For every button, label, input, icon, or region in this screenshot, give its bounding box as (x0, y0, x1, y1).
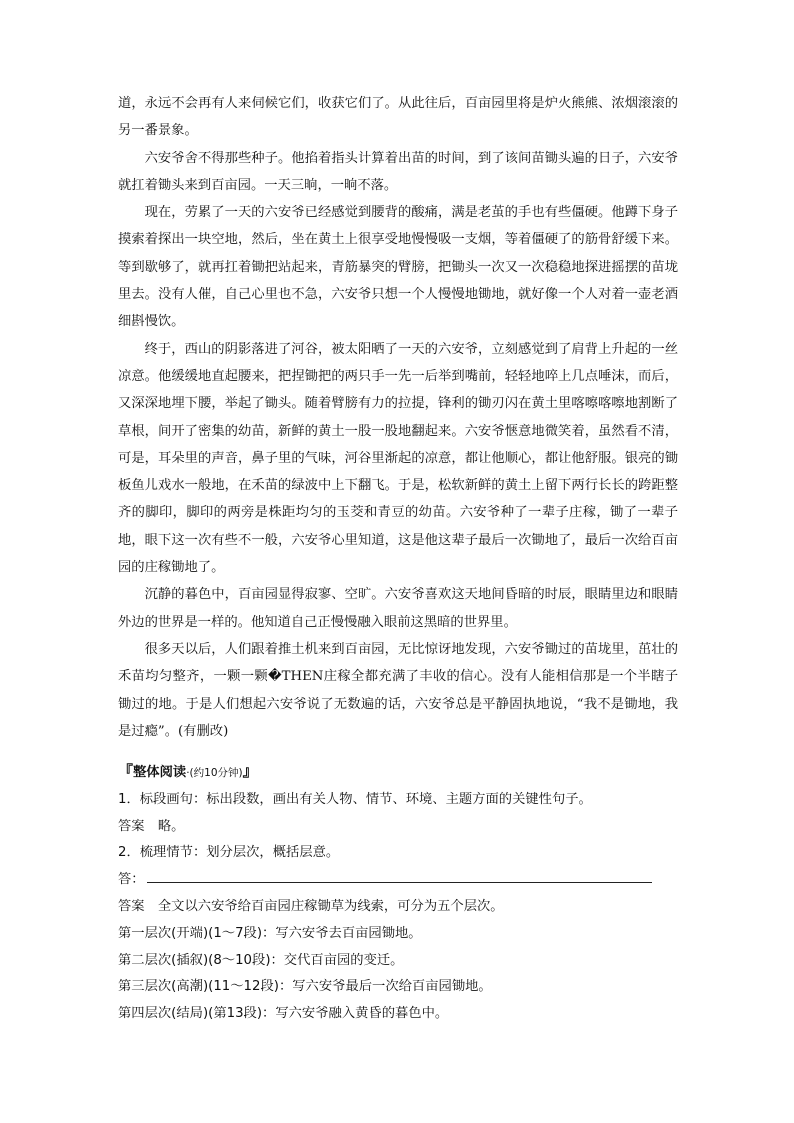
left-corner-bracket-icon: 『 (118, 762, 134, 780)
layer-4: 第四层次(结局)(第13段)：写六安爷融入黄昏的暮色中。 (118, 1006, 449, 1022)
story-text (118, 90, 678, 745)
section-heading (118, 758, 678, 787)
story-paragraph-1: 道，永远不会再有人来伺候它们，收获它们了。从此往后，百亩园里将是炉火熊熊、浓烟滚滚的另一番景象。 (118, 96, 678, 139)
right-corner-bracket-icon: 』 (242, 762, 258, 780)
question-2: 2．梳理情节：划分层次，概括层意。 (118, 845, 340, 861)
answer-line-row (118, 867, 678, 894)
reading-exercise (118, 758, 678, 1028)
section-title: 整体阅读 (133, 765, 187, 780)
layer-2: 第二层次(插叙)(8～10段)：交代百亩园的变迁。 (118, 952, 404, 968)
question-1: 1．标段画句：标出段数，画出有关人物、情节、环境、主题方面的关键性句子。 (118, 791, 592, 807)
story-paragraph-3: 现在，劳累了一天的六安爷已经感觉到腰背的酸痛，满是老茧的手也有些僵硬。他蹲下身子摸索着探出一块空地，然后，坐在黄土上很享受地慢慢吸一支烟，等着僵硬了的筋骨舒缓下来。等到歇够了，就再扛着锄把站起来，青筋暴突的臂膀，把锄头一次又一次稳稳地探进摇摆的苗垅里去。没有人催，自己心里也不急，六安爷只想一个人慢慢地锄地，就好像一个人对着一壶老酒细斟慢饮。 (118, 205, 678, 330)
answer-1: 答案 略。 (118, 818, 185, 834)
answer-blank-line[interactable] (147, 868, 652, 883)
story-paragraph-5: 沉静的暮色中，百亩园显得寂寥、空旷。六安爷喜欢这天地间昏暗的时辰，眼睛里边和眼睛外边的世界是一样的。他知道自己正慢慢融入眼前这黑暗的世界里。 (118, 587, 678, 630)
story-paragraph-2: 六安爷舍不得那些种子。他掐着指头计算着出苗的时间，到了该间苗锄头遍的日子，六安爷就扛着锄头来到百亩园。一天三晌，一晌不落。 (118, 150, 678, 193)
story-paragraph-4: 终于，西山的阴影落进了河谷，被太阳晒了一天的六安爷，立刻感觉到了肩背上升起的一丝凉意。他缓缓地直起腰来，把捏锄把的两只手一先一后举到嘴前，轻轻地啐上几点唾沫，而后，又深深地埋下腰，举起了锄头。随着臂膀有力的拉提，锋利的锄刃闪在黄土里喀嚓喀嚓地割断了草根，间开了密集的幼苗，新鲜的黄土一股一股地翻起来。六安爷惬意地微笑着，虽然看不清，可是，耳朵里的声音，鼻子里的气味，河谷里渐起的凉意，都让他顺心，都让他舒服。银亮的锄板鱼儿戏水一般地，在禾苗的绿波中上下翻飞。于是，松软新鲜的黄土上留下两行长长的跨距整齐的脚印，脚印的两旁是株距均匀的玉茭和青豆的幼苗。六安爷种了一辈子庄稼，锄了一辈子地，眼下这一次有些不一般，六安爷心里知道，这是他这辈子最后一次锄地了，最后一次给百亩园的庄稼锄地了。 (118, 341, 678, 576)
answer-2: 答案 全文以六安爷给百亩园庄稼锄草为线索，可分为五个层次。 (118, 898, 504, 914)
section-time-note: ·(约10分钟) (186, 767, 243, 779)
layer-3: 第三层次(高潮)(11～12段)：写六安爷最后一次给百亩园锄地。 (118, 979, 492, 995)
answer-label: 答： (118, 872, 145, 888)
layer-1: 第一层次(开端)(1～7段)：写六安爷去百亩园锄地。 (118, 925, 422, 941)
story-paragraph-6: 很多天以后，人们跟着推土机来到百亩园，无比惊讶地发现，六安爷锄过的苗垅里，茁壮的禾苗均匀整齐，一颗一颗�THEN庄稼全都充满了丰收的信心。没有人能相信那是一个半瞎子锄过的地。于是人们想起六安爷说了无数遍的话，六安爷总是平静固执地说，“我不是锄地，我是过瘾”。(有删改) (118, 641, 678, 739)
